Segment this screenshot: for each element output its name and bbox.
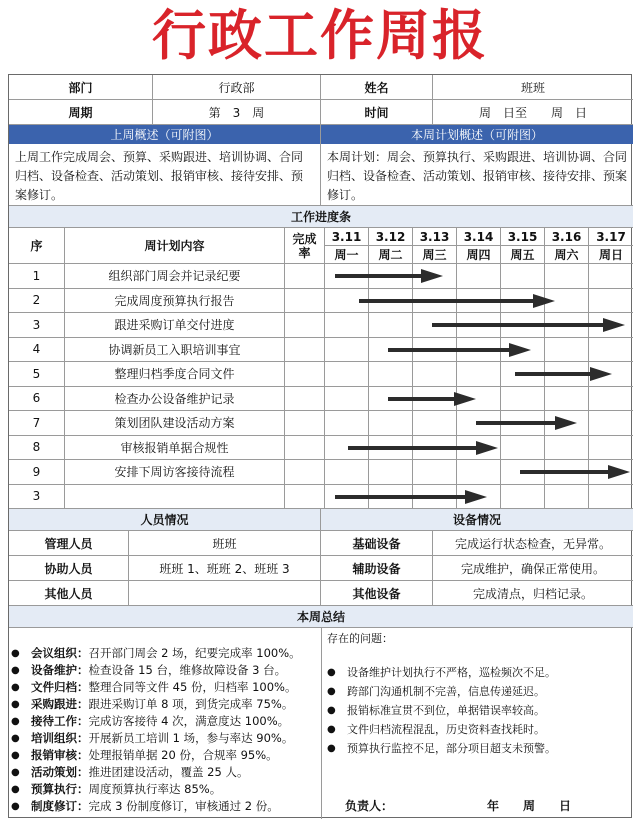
col-rate: 完成率 (285, 228, 325, 264)
gantt-cell (589, 485, 633, 510)
summary-item-key: 报销审核： (31, 748, 89, 762)
progress-arrow (335, 269, 443, 283)
task-seq: 2 (9, 289, 65, 314)
task-rate (285, 362, 325, 387)
arrow-head (608, 465, 630, 479)
summary-item (9, 747, 321, 764)
dept-label: 部门 (9, 75, 153, 100)
gantt-cell (501, 264, 545, 289)
gantt-cell (413, 460, 457, 485)
gantt-cell (369, 313, 413, 338)
owner-label: 负责人： (345, 799, 394, 813)
name-label: 姓名 (321, 75, 433, 100)
progress-arrow (388, 343, 531, 357)
gantt-cell (457, 264, 501, 289)
time-value: 周 日至 周 日 (433, 100, 633, 125)
task-text: 检查办公设备维护记录 (65, 387, 285, 412)
gantt-cell (413, 362, 457, 387)
arrow-shaft (335, 495, 467, 499)
date-5: 3.15 (501, 228, 545, 246)
summary-item-text: 完成访客接待 4 次，满意度达 100%。 (88, 714, 290, 728)
task-text: 审核报销单据合规性 (65, 436, 285, 461)
gantt-cell (545, 264, 589, 289)
arrow-head (555, 416, 577, 430)
date-3: 3.13 (413, 228, 457, 246)
progress-band: 工作进度条 (9, 206, 633, 228)
summary-item-text: 开展新员工培训 1 场，参与率达 90%。 (88, 731, 294, 745)
arrow-shaft (515, 372, 592, 376)
issue-item: ● 跨部门沟通机制不完善，信息传递延迟。 (325, 682, 631, 701)
col-seq: 序 (9, 228, 65, 264)
issues-list (325, 663, 631, 758)
gantt-cell (457, 362, 501, 387)
weekday-4: 周四 (457, 246, 501, 264)
summary-item (9, 713, 321, 730)
task-rate (285, 411, 325, 436)
gantt-cell (545, 436, 589, 461)
arrow-head (454, 392, 476, 406)
task-rate (285, 485, 325, 510)
equip-label-other: 其他设备 (321, 581, 433, 606)
gantt-cell (545, 387, 589, 412)
weekday-7: 周日 (589, 246, 633, 264)
this-week-plan: 本周计划：周会、预算执行、采购跟进、培训协调、合同归档、设备检查、活动策划、报销审核、接待安排、预案修订。 (321, 144, 633, 206)
period-value: 第 3 周 (153, 100, 321, 125)
gantt-cell (369, 411, 413, 436)
task-rate (285, 289, 325, 314)
arrow-head (421, 269, 443, 283)
gantt-cell (501, 436, 545, 461)
date-4: 3.14 (457, 228, 501, 246)
summary-item-text: 检查设备 15 台，维修故障设备 3 台。 (88, 663, 287, 677)
task-text: 策划团队建设活动方案 (65, 411, 285, 436)
staff-value-other (129, 581, 321, 606)
arrow-shaft (335, 274, 423, 278)
gantt-cell (457, 460, 501, 485)
gantt-cell (325, 411, 369, 436)
gantt-cell (545, 485, 589, 510)
progress-arrow (520, 465, 630, 479)
this-week-title: 本周计划概述（可附图） (321, 125, 633, 144)
gantt-cell (369, 362, 413, 387)
weekday-2: 周二 (369, 246, 413, 264)
summary-title: 本周总结 (9, 606, 633, 628)
dept-value: 行政部 (153, 75, 321, 100)
task-seq: 7 (9, 411, 65, 436)
time-label: 时间 (321, 100, 433, 125)
equip-value-other: 完成清点，归档记录。 (433, 581, 633, 606)
task-seq: 6 (9, 387, 65, 412)
summary-item (9, 798, 321, 815)
arrow-head (509, 343, 531, 357)
progress-arrow (476, 416, 577, 430)
arrow-head (603, 318, 625, 332)
gantt-cell (589, 436, 633, 461)
weekday-1: 周一 (325, 246, 369, 264)
task-rate (285, 436, 325, 461)
issues-title: 存在的问题： (327, 632, 393, 645)
arrow-head (533, 294, 555, 308)
task-text: 组织部门周会并记录纪要 (65, 264, 285, 289)
equip-value-aux: 完成维护，确保正常使用。 (433, 556, 633, 581)
summary-item (9, 730, 321, 747)
summary-item-key: 活动策划： (31, 765, 89, 779)
arrow-shaft (359, 299, 535, 303)
summary-item (9, 764, 321, 781)
issue-item: ● 设备维护计划执行不严格，巡检频次不足。 (325, 663, 631, 682)
staff-title: 人员情况 (9, 509, 321, 531)
summary-item-text: 跟进采购订单 8 项，到货完成率 75%。 (88, 697, 294, 711)
progress-arrow (388, 392, 476, 406)
gantt-cell (589, 387, 633, 412)
summary-item-text: 整理合同等文件 45 份，归档率 100%。 (88, 680, 297, 694)
arrow-head (465, 490, 487, 504)
task-text: 协调新员工入职培训事宜 (65, 338, 285, 363)
date-1: 3.11 (325, 228, 369, 246)
page-title: 行政工作周报 (152, 4, 488, 67)
progress-arrow (432, 318, 626, 332)
summary-item-text: 处理报销单据 20 份，合规率 95%。 (88, 748, 278, 762)
date-2: 3.12 (369, 228, 413, 246)
arrow-shaft (520, 470, 610, 474)
arrow-shaft (476, 421, 557, 425)
weekday-6: 周六 (545, 246, 589, 264)
staff-value-assist: 班班 1、班班 2、班班 3 (129, 556, 321, 581)
task-text: 整理归档季度合同文件 (65, 362, 285, 387)
gantt-cell (589, 289, 633, 314)
summary-item (9, 679, 321, 696)
equipment-title: 设备情况 (321, 509, 633, 531)
gantt-cell (501, 485, 545, 510)
weekday-5: 周五 (501, 246, 545, 264)
task-seq: 1 (9, 264, 65, 289)
staff-label-manager: 管理人员 (9, 531, 129, 556)
gantt-cell (325, 460, 369, 485)
task-text: 完成周度预算执行报告 (65, 289, 285, 314)
summary-item-text: 完成 3 份制度修订，审核通过 2 份。 (88, 799, 279, 813)
issue-item: ● 报销标准宣贯不到位，单据错误率较高。 (325, 701, 631, 720)
equip-label-basic: 基础设备 (321, 531, 433, 556)
summary-item-key: 采购跟进： (31, 697, 89, 711)
task-rate (285, 338, 325, 363)
summary-item-key: 制度修订： (31, 799, 89, 813)
summary-item-key: 接待工作： (31, 714, 89, 728)
gantt-cell (325, 362, 369, 387)
weekday-3: 周三 (413, 246, 457, 264)
summary-item (9, 696, 321, 713)
task-rate (285, 387, 325, 412)
task-text (65, 485, 285, 510)
gantt-cell (325, 387, 369, 412)
last-week-summary: 上周工作完成周会、预算、采购跟进、培训协调、合同归档、设备检查、活动策划、报销审核、接待安排、预案修订。 (9, 144, 321, 206)
progress-arrow (515, 367, 612, 381)
arrow-head (476, 441, 498, 455)
summary-item (9, 645, 321, 662)
task-seq: 4 (9, 338, 65, 363)
gantt-cell (589, 264, 633, 289)
task-rate (285, 313, 325, 338)
equip-label-aux: 辅助设备 (321, 556, 433, 581)
arrow-head (590, 367, 612, 381)
gantt-cell (325, 338, 369, 363)
staff-label-assist: 协助人员 (9, 556, 129, 581)
gantt-cell (501, 387, 545, 412)
gantt-cell (325, 313, 369, 338)
task-rate (285, 460, 325, 485)
period-label: 周期 (9, 100, 153, 125)
staff-value-manager: 班班 (129, 531, 321, 556)
summary-item-key: 设备维护： (31, 663, 89, 677)
arrow-shaft (388, 397, 456, 401)
report-table (8, 74, 632, 818)
summary-item (9, 662, 321, 679)
name-value: 班班 (433, 75, 633, 100)
summary-item-text: 周度预算执行率达 85%。 (88, 782, 222, 796)
gantt-cell (545, 338, 589, 363)
summary-item-key: 会议组织： (31, 646, 89, 660)
arrow-shaft (348, 446, 478, 450)
summary-item-text: 推进团建设活动，覆盖 25 人。 (88, 765, 249, 779)
gantt-cell (589, 411, 633, 436)
progress-arrow (348, 441, 498, 455)
col-plan: 周计划内容 (65, 228, 285, 264)
task-seq: 3 (9, 313, 65, 338)
date-7: 3.17 (589, 228, 633, 246)
task-seq: 3 (9, 485, 65, 510)
arrow-shaft (432, 323, 606, 327)
summary-item-text: 召开部门周会 2 场，纪要完成率 100%。 (88, 646, 301, 660)
task-rate (285, 264, 325, 289)
date-6: 3.16 (545, 228, 589, 246)
summary-item-key: 文件归档： (31, 680, 89, 694)
summary-item-key: 预算执行： (31, 782, 89, 796)
task-seq: 8 (9, 436, 65, 461)
task-seq: 9 (9, 460, 65, 485)
issue-item: ● 文件归档流程混乱，历史资料查找耗时。 (325, 720, 631, 739)
owner-date: 年 周 日 (487, 799, 572, 813)
task-text: 安排下周访客接待流程 (65, 460, 285, 485)
progress-arrow (359, 294, 555, 308)
gantt-cell (369, 460, 413, 485)
arrow-shaft (388, 348, 511, 352)
progress-arrow (335, 490, 487, 504)
task-text: 跟进采购订单交付进度 (65, 313, 285, 338)
staff-label-other: 其他人员 (9, 581, 129, 606)
last-week-title: 上周概述（可附图） (9, 125, 321, 144)
summary-list (9, 645, 321, 815)
gantt-cell (413, 411, 457, 436)
equip-value-basic: 完成运行状态检查，无异常。 (433, 531, 633, 556)
issue-item: ● 预算执行监控不足，部分项目超支未预警。 (325, 739, 631, 758)
summary-item (9, 781, 321, 798)
gantt-cell (589, 338, 633, 363)
summary-item-key: 培训组织： (31, 731, 89, 745)
task-seq: 5 (9, 362, 65, 387)
